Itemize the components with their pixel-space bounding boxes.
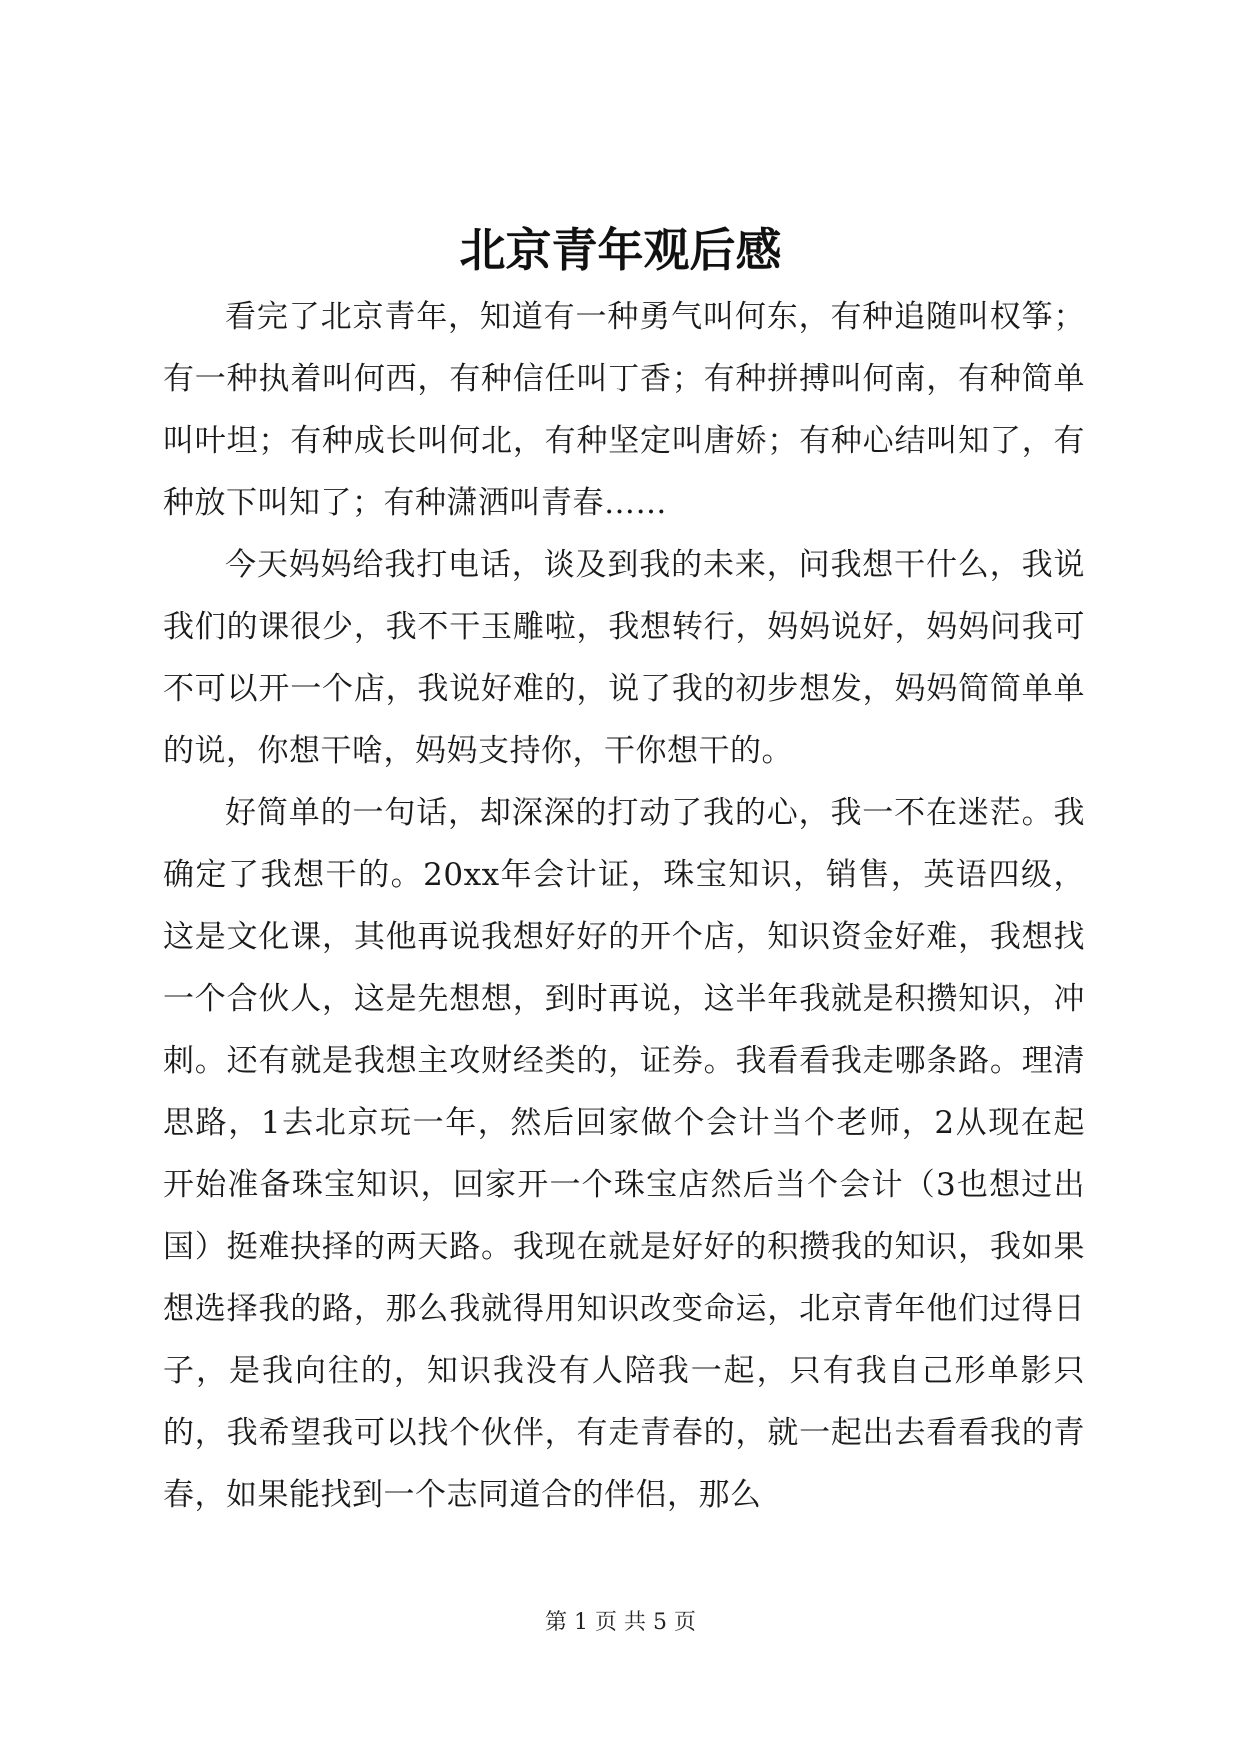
- document-title: 北京青年观后感: [459, 223, 782, 277]
- document-body: [163, 286, 1085, 1526]
- paragraph-3: 好简单的一句话，却深深的打动了我的心，我一不在迷茫。我确定了我想干的。20xx年会计证，珠宝知识，销售，英语四级，这是文化课，其他再说我想好好的开个店，知识资金好难，我想找一个合伙人，这是先想想，到时再说，这半年我就是积攒知识，冲刺。还有就是我想主攻财经类的，证券。我看看我走哪条路。理清思路，1去北京玩一年，然后回家做个会计当个老师，2从现在起开始准备珠宝知识，回家开一个珠宝店然后当个会计（3也想过出国）挺难抉择的两天路。我现在就是好好的积攒我的知识，我如果想选择我的路，那么我就得用知识改变命运，北京青年他们过得日子，是我向往的，知识我没有人陪我一起，只有我自己形单影只的，我希望我可以找个伙伴，有走青春的，就一起出去看看我的青春，如果能找到一个志同道合的伴侣，那么: [163, 795, 1085, 1513]
- paragraph-1: 看完了北京青年，知道有一种勇气叫何东，有种追随叫权筝；有一种执着叫何西，有种信任叫丁香；有种拼搏叫何南，有种简单叫叶坦；有种成长叫何北，有种坚定叫唐娇；有种心结叫知了，有种放下叫知了；有种潇洒叫青春……: [163, 299, 1085, 521]
- paragraph-2: 今天妈妈给我打电话，谈及到我的未来，问我想干什么，我说我们的课很少，我不干玉雕啦，我想转行，妈妈说好，妈妈问我可不可以开一个店，我说好难的，说了我的初步想发，妈妈简简单单的说，你想干啥，妈妈支持你，干你想干的。: [163, 547, 1085, 769]
- page-footer: 第 1 页 共 5 页: [545, 1610, 696, 1635]
